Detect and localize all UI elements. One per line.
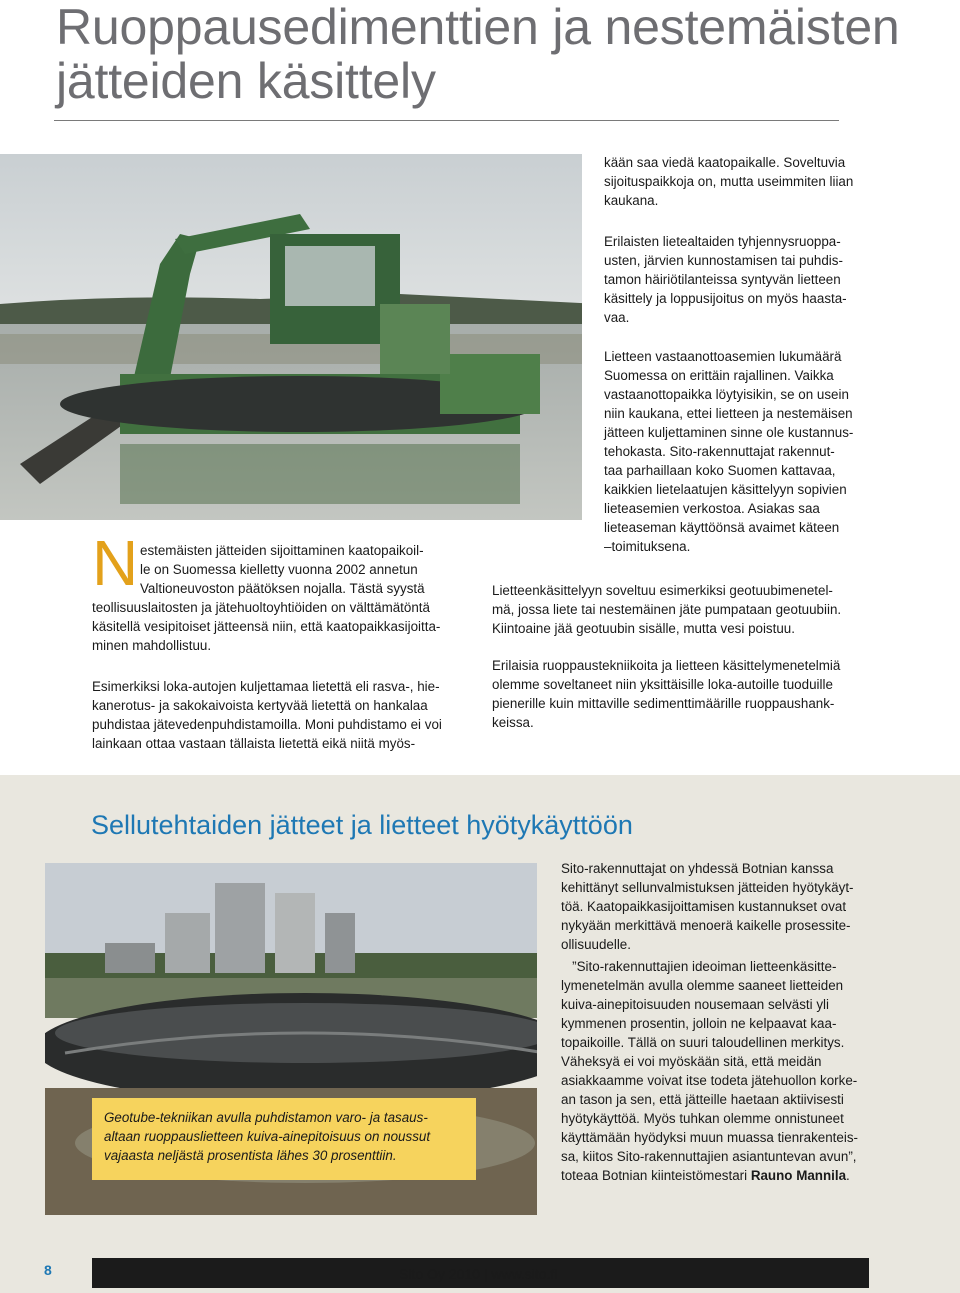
lead-paragraph-indent: estemäisten jätteiden sijoittaminen kaatopaikoil- le on Suomessa kielletty vuonna 2002 annetun Valtioneuvoston päätöksen nojalla. Tästä syystä — [140, 543, 425, 596]
section-paragraph-2 — [561, 957, 901, 1185]
title-divider — [54, 120, 839, 121]
section-heading: Sellutehtaiden jätteet ja lietteet hyötykäyttöön — [91, 810, 633, 840]
footer-url[interactable]: www.sito.fi — [491, 1266, 558, 1282]
quote-end: . — [846, 1168, 850, 1183]
footer-credit: Sito Oy 2010 | www.sito.fi — [399, 1266, 558, 1282]
right-paragraph-4: Lietteenkäsittelyyn soveltuu esimerkiksi geotuubimenetel- mä, jossa liete tai nestemäinen jäte pumpataan geotuubiin. Kiintoaine jää geotuubin sisälle, mutta vesi poistuu. — [492, 583, 842, 636]
photo-caption: Geotube-tekniikan avulla puhdistamon varo- ja tasaus- altaan ruoppauslietteen kuiva-ainepitoisuus on noussut vajaasta neljästä prosentista lähes 30 prosenttiin. — [92, 1098, 476, 1180]
left-paragraph-2: Esimerkiksi loka-autojen kuljettamaa lietettä eli rasva-, hie- kanerotus- ja sakokaivoista kertyvää lietettä on hankalaa puhdistaa jätevedenpuhdistamoilla. Moni puhdistamo ei voi lainkaan ottaa vastaan tällaista lietettä eikä niitä myös- — [92, 679, 442, 751]
right-paragraph-2: Erilaisten lietealtaiden tyhjennysruoppa- usten, järvien kunnostamisen tai puhdis- tamon häiriötilanteissa syntyvän lietteen käsittely ja loppusijoitus on myös haasta- vaa. — [604, 234, 847, 325]
right-paragraph-5: Erilaisia ruoppaustekniikoita ja lietteen käsittelymenetelmiä olemme soveltaneet niin yksittäisille loka-autoille tuoduille pienerille kuin mittaville sedimenttimäärille ruoppaushank- keissa. — [492, 658, 841, 730]
footer-company: Sito Oy 2010 — [399, 1266, 480, 1282]
person-name: Rauno Mannila — [750, 1168, 847, 1183]
quote-text: ”Sito-rakennuttajien ideoiman lietteenkäsitte- lymenetelmän avulla olemme saaneet lietteiden kuiva-ainepitoisuuden nousemaan selvästi yli kymmenen prosentin, jolloin ne kelpaavat kaa- topaikoille. Tällä on suuri taloudellinen merkitys. Väheksyä ei voi myöskään sitä, että meidän asiakkaamme voivat itse todeta jätehuollon korke- an tason ja sen, että jätteille haetaan aktiivisesti hyötykäyttöä. Myös tuhkan olemme onnistuneet käyttämään hyödyksi muun muassa tienrakenteis- sa, kiitos Sito-rakennuttajien asiantuntevan avun”, toteaa Botnian kiinteistömestari — [561, 959, 858, 1183]
lead-paragraph-rest: teollisuuslaitosten ja jätehuoltoyhtiöiden on välttämätöntä käsitellä vesipitoiset jätteensä niin, että kaatopaikkasijoitta- minen mahdollistuu. — [92, 600, 441, 653]
page-number: 8 — [44, 1262, 52, 1278]
right-paragraph-3: Lietteen vastaanottoasemien lukumäärä Suomessa on erittäin rajallinen. Vaikka vastaanottopaikka löytyisikin, se on usein niin kaukana, ettei lietteen ja nestemäisen jätteen kuljettaminen sinne ole kustannus- tehokasta. Sito-rakennuttajat rakennut- taa parhaillaan koko Suomen kattavaa, kaikkien lietelaatujen käsittelyyn sopivien lieteasemien verkostoa. Asiakas saa lieteaseman käyttöönsä avaimet käteen –toimituksena. — [604, 349, 854, 554]
right-paragraph-1: kään saa viedä kaatopaikalle. Soveltuvia sijoituspaikkoja on, mutta useimmiten liian kaukana. — [604, 155, 854, 208]
section-paragraph-1: Sito-rakennuttajat on yhdessä Botnian kanssa kehittänyt sellunvalmistuksen jätteiden hyötykäyt- töä. Kaatopaikkasijoittamisen kustannukset ovat nykyään merkittävä menoerä kaikelle prosessite- ollisuudelle. — [561, 861, 854, 952]
page-title: Ruoppausedimenttien ja nestemäisten jätteiden käsittely — [56, 0, 900, 109]
drop-cap: N — [92, 527, 139, 599]
